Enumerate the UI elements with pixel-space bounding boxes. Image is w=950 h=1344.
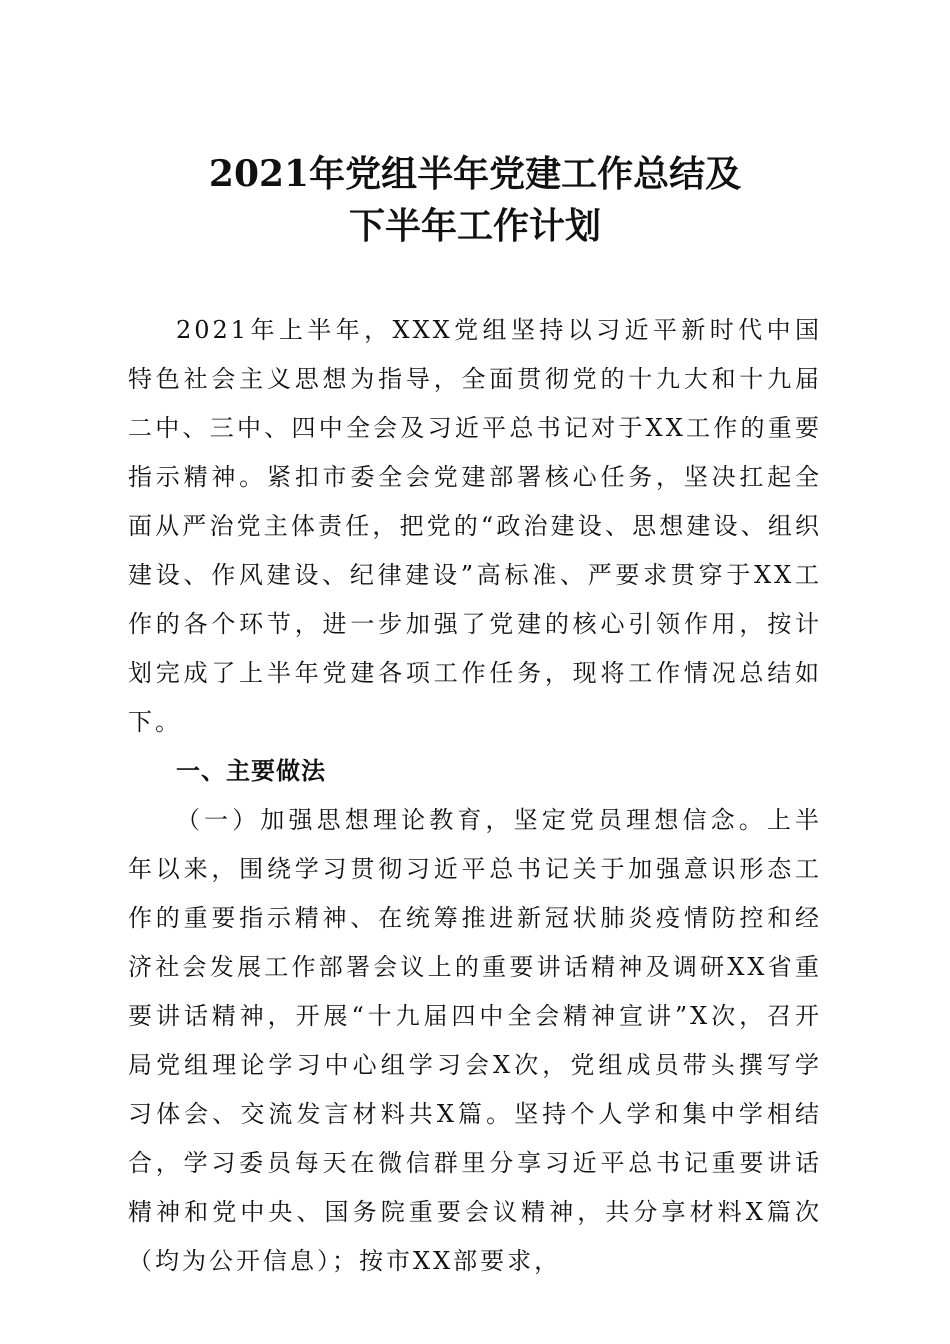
subsection-title: （一）加强思想理论教育，坚定党员理想信念。: [176, 806, 767, 834]
document-title: [0, 148, 950, 252]
subsection-paragraph: [128, 796, 822, 1286]
subsection-body: 上半年以来，围绕学习贯彻习近平总书记关于加强意识形态工作的重要指示精神、在统筹推进新冠状肺炎疫情防控和经济社会发展工作部署会议上的重要讲话精神及调研XX省重要讲话精神，开展“十九届四中全会精神宣讲”X次，召开局党组理论学习中心组学习会X次，党组成员带头撰写学习体会、交流发言材料共X篇。坚持个人学和集中学相结合，学习委员每天在微信群里分享习近平总书记重要讲话精神和党中央、国务院重要会议精神，共分享材料X篇次（均为公开信息）；按市XX部要求，: [128, 806, 823, 1275]
intro-paragraph: 2021年上半年，XXX党组坚持以习近平新时代中国特色社会主义思想为指导，全面贯彻党的十九大和十九届二中、三中、四中全会及习近平总书记对于XX工作的重要指示精神。紧扣市委全会党建部署核心任务，坚决扛起全面从严治党主体责任，把党的“政治建设、思想建设、组织建设、作风建设、纪律建设”高标准、严要求贯穿于XX工作的各个环节，进一步加强了党建的核心引领作用，按计划完成了上半年党建各项工作任务，现将工作情况总结如下。: [128, 316, 822, 736]
document-body: [128, 306, 822, 1286]
title-line-1: 2021年党组半年党建工作总结及: [208, 153, 742, 195]
title-line-2: 下半年工作计划: [348, 205, 601, 247]
section-heading-main-practices: 一、主要做法: [176, 757, 326, 785]
